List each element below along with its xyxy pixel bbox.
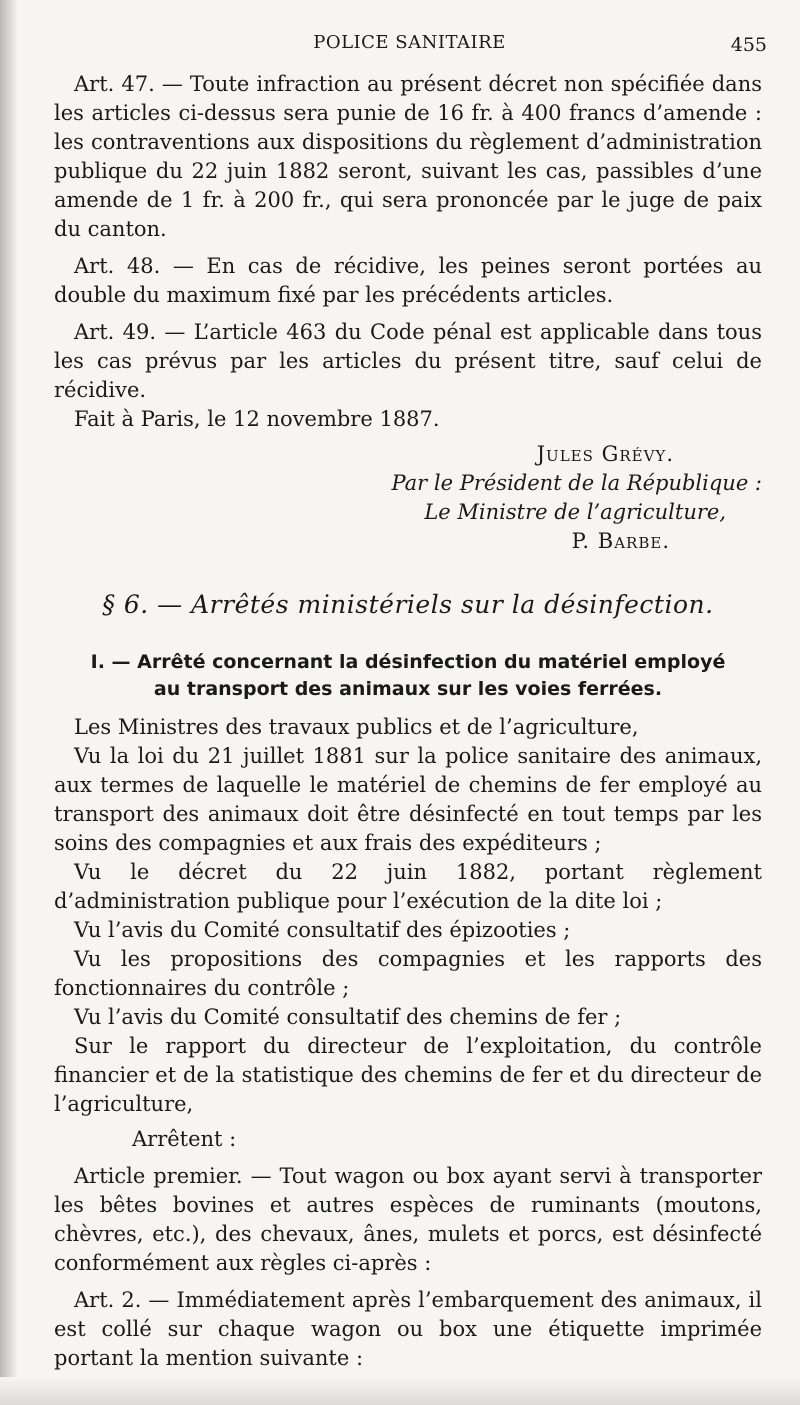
- page-header: [52, 32, 767, 62]
- signature-by-line: Par le Président de la République :: [391, 471, 762, 495]
- page-gutter-shadow: [0, 0, 18, 1405]
- minister-name: [54, 527, 670, 556]
- arretent-heading: Arrêtent :: [132, 1127, 237, 1151]
- preamble-line: Sur le rapport du directeur de l’exploitation, du contrôle financier et de la statistique des chemins de fer et du directeur de l’agriculture,: [54, 1034, 762, 1116]
- preamble-line: Vu les propositions des compagnies et les rapports des fonctionnaires du contrôle ;: [54, 947, 762, 1000]
- preamble-line: Vu la loi du 21 juillet 1881 sur la police sanitaire des animaux, aux termes de laquelle le matériel de chemins de fer employé au transport des animaux doit être désinfecté en tout temps par les soins des compagnies et aux frais des expéditeurs ;: [54, 744, 762, 855]
- article-48: Art. 48. — En cas de récidive, les peines seront portées au double du maximum fixé par les précédents articles.: [54, 254, 762, 307]
- page-body: [54, 70, 762, 1373]
- arrete-title-line-1: I. — Arrêté concernant la désinfection du matériel employé: [90, 651, 726, 673]
- signature-date: Fait à Paris, le 12 novembre 1887.: [74, 407, 440, 431]
- signature-minister-line: Le Ministre de l’agriculture,: [424, 500, 726, 524]
- preamble-line: Vu l’avis du Comité consultatif des épizooties ;: [74, 918, 571, 942]
- article-2: Art. 2. — Immédiatement après l’embarquement des animaux, il est collé sur chaque wagon ou box une étiquette imprimée portant la mention suivante :: [54, 1288, 762, 1370]
- page-bottom-shadow: [0, 1377, 800, 1405]
- preamble-line: Les Ministres des travaux publics et de l’agriculture,: [74, 715, 639, 739]
- preamble-line: Vu l’avis du Comité consultatif des chemins de fer ;: [74, 1005, 622, 1029]
- signer-name: Jules Grévy.: [536, 442, 674, 466]
- running-head: POLICE SANITAIRE: [313, 32, 506, 53]
- article-47: Art. 47. — Toute infraction au présent décret non spécifiée dans les articles ci-dessus sera punie de 16 fr. à 400 francs d’amende : les contraventions aux dispositions du règlement d’administration publique du 22 juin 1882 seront, suivant les cas, passibles d’une amende de 1 fr. à 200 fr., qui sera prononcée par le juge de paix du canton.: [54, 72, 762, 241]
- page-number: 455: [730, 34, 767, 56]
- preamble-line: Vu le décret du 22 juin 1882, portant règlement d’administration publique pour l’exécution de la dite loi ;: [54, 860, 762, 913]
- article-49: Art. 49. — L’article 463 du Code pénal est applicable dans tous les cas prévus par les articles du présent titre, sauf celui de récidive.: [54, 320, 762, 402]
- arrete-title-line-2: au transport des animaux sur les voies ferrées.: [153, 678, 663, 700]
- section-title: § 6. — Arrêtés ministériels sur la désinfection.: [102, 590, 714, 619]
- minister-name-text: P. Barbe.: [571, 529, 670, 553]
- article-premier: Article premier. — Tout wagon ou box ayant servi à transporter les bêtes bovines et autres espèces de ruminants (moutons, chèvres, etc.), des chevaux, ânes, mulets et porcs, est désinfecté conformément aux règles ci-après :: [54, 1164, 762, 1275]
- arrete-title: [54, 649, 762, 703]
